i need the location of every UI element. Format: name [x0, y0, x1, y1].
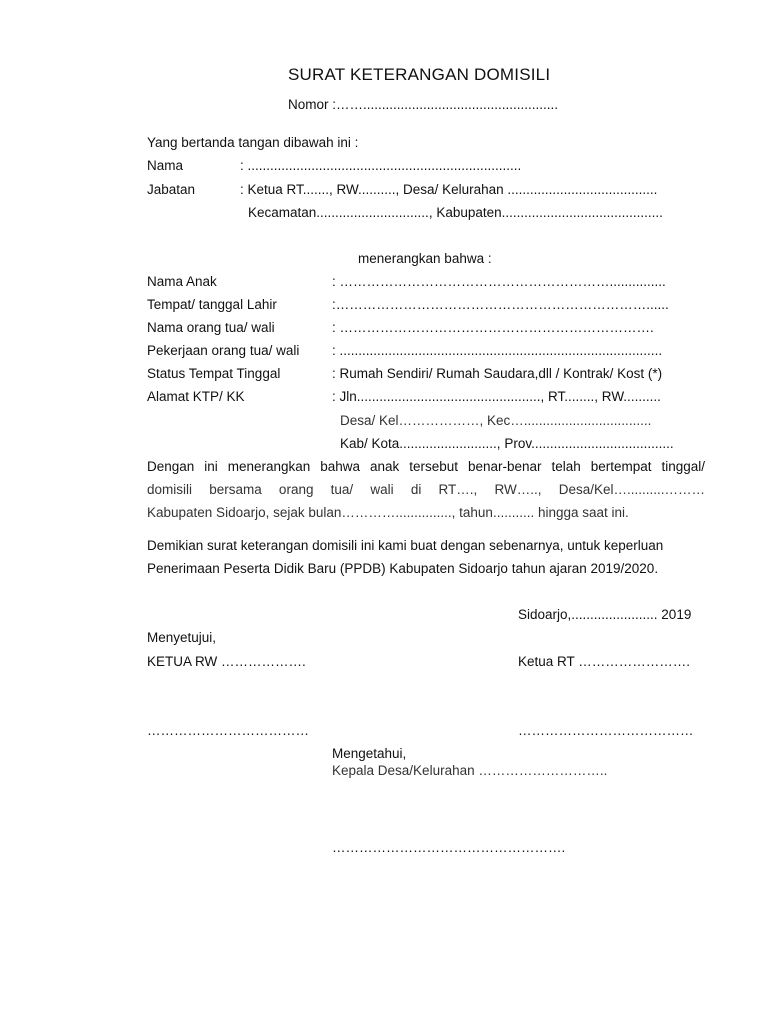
nama-value: : ......................................................................... — [240, 158, 522, 173]
jabatan-value-2: Kecamatan.............................., Kabupaten........................................... — [248, 205, 663, 220]
field-value-ttl: :……………………………………………………………...... — [332, 297, 669, 312]
kepala-desa: Kepala Desa/Kelurahan ……………………….. — [332, 763, 608, 778]
paragraph1-line2: domisili bersama orang tua/ wali di RT…., RW….., Desa/Kel…..........……… — [147, 482, 705, 497]
ketua-rw: KETUA RW ………………. — [147, 654, 306, 669]
address-line-3: Kab/ Kota.........................., Prov...................................... — [340, 436, 674, 451]
nama-label: Nama — [147, 158, 184, 173]
field-value-orang-tua: : ……………………………………………………………. — [332, 320, 654, 335]
field-label-ttl: Tempat/ tanggal Lahir — [147, 297, 277, 312]
ketua-rt: Ketua RT ……………………. — [518, 654, 691, 669]
field-value-status: : Rumah Sendiri/ Rumah Saudara,dll / Kontrak/ Kost (*) — [332, 366, 663, 381]
field-label-alamat: Alamat KTP/ KK — [147, 389, 245, 404]
jabatan-value: : Ketua RT......., RW.........., Desa/ Kelurahan ........................................ — [240, 182, 658, 197]
document-title: SURAT KETERANGAN DOMISILI — [288, 65, 551, 84]
field-label-nama-anak: Nama Anak — [147, 274, 217, 289]
mengetahui-text: Mengetahui, — [332, 746, 407, 761]
address-line-2: Desa/ Kel………………, Kec….................................. — [340, 413, 652, 428]
declares-text: menerangkan bahwa : — [358, 251, 492, 266]
paragraph2-line1: Demikian surat keterangan domisili ini kami buat dengan sebenarnya, untuk keperluan — [147, 538, 664, 553]
approve-text: Menyetujui, — [147, 630, 217, 645]
paragraph1-line3: Kabupaten Sidoarjo, sejak bulan…………..............., tahun........... hingga saat ini. — [147, 505, 629, 520]
field-value-pekerjaan: : ...................................................................................... — [332, 343, 663, 358]
paragraph2-line2: Penerimaan Peserta Didik Baru (PPDB) Kabupaten Sidoarjo tahun ajaran 2019/2020. — [147, 561, 659, 576]
sign-line-bottom: ……………………………………………. — [332, 840, 566, 855]
field-label-pekerjaan: Pekerjaan orang tua/ wali — [147, 343, 300, 358]
field-value-nama-anak: : ……………………………………………………............... — [332, 274, 666, 289]
nomor-line: Nomor :…….................................................... — [288, 97, 559, 112]
place-date: Sidoarjo,....................... 2019 — [518, 607, 692, 622]
paragraph1-line1: Dengan ini menerangkan bahwa anak tersebut benar-benar telah bertempat tinggal/ — [147, 459, 705, 474]
jabatan-label: Jabatan — [147, 182, 196, 197]
field-label-orang-tua: Nama orang tua/ wali — [147, 320, 275, 335]
sign-line-right: ………………………………… — [518, 723, 694, 738]
intro-text: Yang bertanda tangan dibawah ini : — [147, 135, 359, 150]
field-value-alamat: : Jln................................................., RT........, RW.......... — [332, 389, 661, 404]
field-label-status: Status Tempat Tinggal — [147, 366, 281, 381]
sign-line-left: ……………………………… — [147, 723, 309, 738]
